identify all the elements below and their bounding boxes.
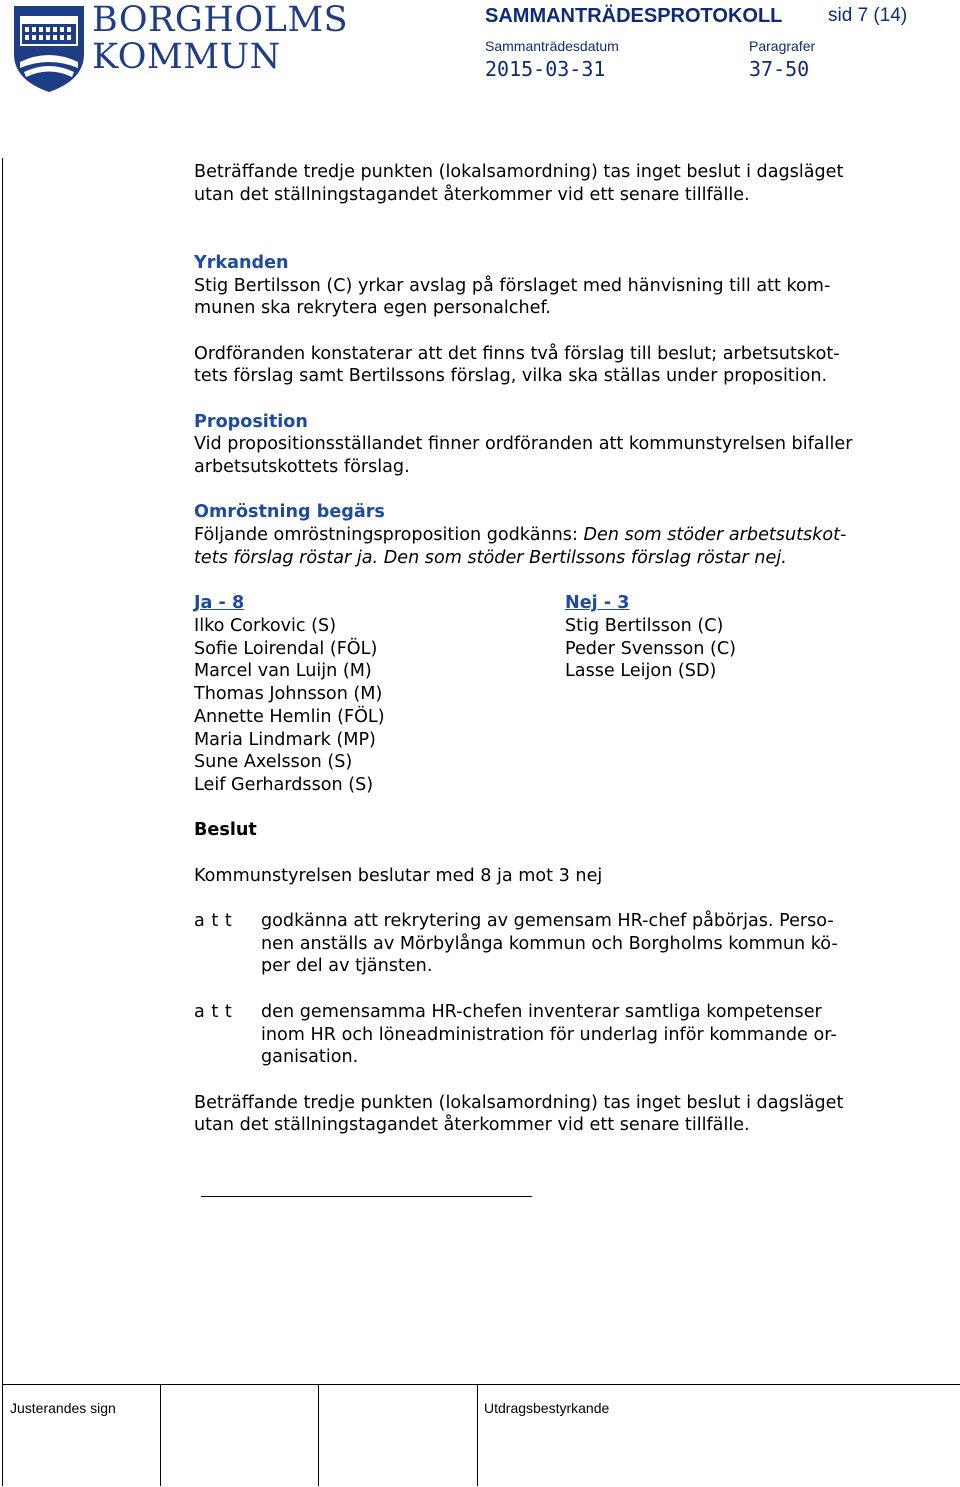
nej-voter: Lasse Leijon (SD)	[565, 661, 717, 682]
att-clause-line: per del av tjänsten.	[261, 956, 433, 977]
page-number: sid 7 (14)	[828, 5, 908, 26]
ja-voter: Leif Gerhardsson (S)	[194, 774, 374, 795]
nej-column	[565, 592, 865, 796]
att-clause-line: ganisation.	[261, 1047, 359, 1068]
ordforanden-line: tets förslag samt Bertilssons förslag, vilka ska ställas under proposition.	[194, 366, 828, 387]
closing-line: utan det ställningstagandet återkommer vid ett senare tillfälle.	[194, 1115, 750, 1136]
att-clause-line: nen anställs av Mörbylånga kommun och Borgholms kommun kö-	[261, 933, 838, 954]
ja-voter: Sofie Loirendal (FÖL)	[194, 638, 378, 659]
yrkanden-heading: Yrkanden	[194, 252, 289, 273]
proposition-heading: Proposition	[194, 411, 308, 432]
ja-heading: Ja - 8	[194, 593, 245, 614]
footer-column-divider	[160, 1384, 161, 1486]
nej-heading: Nej - 3	[565, 593, 630, 614]
meeting-date-label: Sammanträdesdatum	[485, 38, 619, 54]
att-clause-line: godkänna att rekrytering av gemensam HR-chef påbörjas. Perso-	[261, 911, 834, 932]
omrostning-proposition: tets förslag röstar ja. Den som stöder Bertilssons förslag röstar nej.	[194, 547, 787, 568]
att-clause	[194, 1001, 914, 1069]
beslut-text: Kommunstyrelsen beslutar med 8 ja mot 3 nej	[194, 865, 603, 886]
document-title: SAMMANTRÄDESPROTOKOLL	[485, 5, 783, 27]
omrostning-line	[194, 524, 914, 547]
ja-voter: Annette Hemlin (FÖL)	[194, 706, 385, 727]
att-clause	[194, 910, 914, 978]
proposition-line: Vid propositionsställandet finner ordföranden att kommunstyrelsen bifaller	[194, 434, 853, 455]
omrostning-lead: Följande omröstningsproposition godkänns:	[194, 525, 584, 546]
intro-line: Beträffande tredje punkten (lokalsamordning) tas inget beslut i dagsläget	[194, 162, 844, 182]
ja-voter: Thomas Johnsson (M)	[194, 684, 383, 705]
intro-line: utan det ställningstagandet återkommer vid ett senare tillfälle.	[194, 184, 750, 205]
att-label: a t t	[194, 1001, 233, 1022]
logo-text-borgholms: BORGHOLMS	[92, 0, 349, 40]
protocol-body	[194, 161, 914, 1137]
closing-line: Beträffande tredje punkten (lokalsamordning) tas inget beslut i dagsläget	[194, 1092, 844, 1113]
paragraphs-value: 37-50	[749, 57, 810, 81]
omrostning-line	[194, 547, 914, 570]
ja-voter: Sune Axelsson (S)	[194, 752, 353, 773]
paragraphs-label: Paragrafer	[749, 38, 816, 54]
proposition-line: arbetsutskottets förslag.	[194, 457, 410, 478]
nej-voter: Peder Svensson (C)	[565, 638, 737, 659]
footer-divider	[2, 1384, 960, 1385]
logo-text-kommun: KOMMUN	[92, 37, 281, 77]
footer-column-divider	[477, 1384, 478, 1486]
signature-line	[201, 1196, 532, 1197]
ja-column	[194, 592, 565, 796]
meeting-date-value: 2015-03-31	[485, 57, 606, 81]
ja-voter: Marcel van Luijn (M)	[194, 661, 372, 682]
yrkanden-line: munen ska rekrytera egen personalchef.	[194, 298, 551, 319]
nej-voter: Stig Bertilsson (C)	[565, 615, 724, 636]
att-clause-line: inom HR och löneadministration för underlag inför kommande or-	[261, 1024, 837, 1045]
municipal-crest-icon	[10, 2, 88, 94]
vote-result	[194, 592, 914, 796]
omrostning-proposition: Den som stöder arbetsutskot-	[583, 525, 847, 546]
footer-column-divider	[318, 1384, 319, 1486]
ja-voter: Ilko Corkovic (S)	[194, 615, 337, 636]
beslut-heading: Beslut	[194, 820, 257, 841]
ordforanden-line: Ordföranden konstaterar att det finns två förslag till beslut; arbetsutskot-	[194, 343, 840, 364]
att-label: a t t	[194, 911, 233, 932]
omrostning-heading: Omröstning begärs	[194, 502, 385, 523]
utdragsbestyrkande-label: Utdragsbestyrkande	[484, 1400, 610, 1416]
left-margin-line	[2, 158, 3, 1486]
yrkanden-line: Stig Bertilsson (C) yrkar avslag på förslaget med hänvisning till att kom-	[194, 275, 831, 296]
justerandes-sign-label: Justerandes sign	[10, 1400, 116, 1416]
ja-voter: Maria Lindmark (MP)	[194, 729, 376, 750]
att-clause-line: den gemensamma HR-chefen inventerar samtliga kompetenser	[261, 1001, 822, 1022]
